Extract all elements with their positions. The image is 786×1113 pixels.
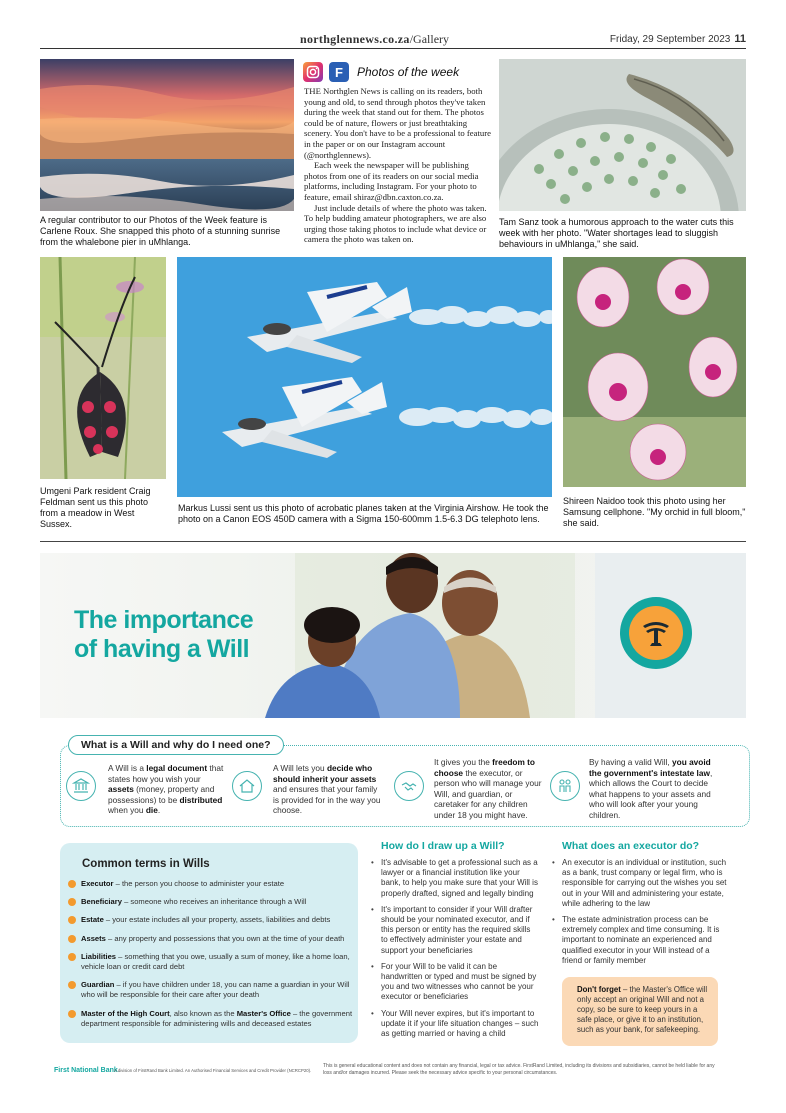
handshake-icon [394,771,424,801]
term-master: Master of the High Court, also known as the Master's Office – the government department responsible for administering wills and deceased estates [68,1009,353,1029]
term-executor: Executor – the person you choose to administer your estate [68,879,353,889]
list-item: • An executor is an individual or institution, such as a bank, trust company or legal firm, who is responsible for carrying out the wishes you set out in your Will and administering your estate, while adhering to the law [552,858,727,909]
header-rule [40,48,746,49]
issue-date: Friday, 29 September 2023 [609,34,731,45]
term-beneficiary: Beneficiary – someone who receives an inheritance through a Will [68,897,353,907]
what-item-1: A Will is a legal document that states how you wish your assets (money, property and possessions) to be distributed when you die. [108,763,224,815]
term-estate: Estate – your estate includes all your property, assets, liabilities and debts [68,915,353,925]
footer-disclaimer: This is general educational content and does not contain any financial, legal or tax advice. FirstRand Limited, including its divisions and subsidiaries, cannot be held liable for any loss and/or damages incurred. Please seek the necessary advice specific to your personal circumstances. [323,1063,715,1076]
planes-photo [177,257,552,497]
potw-header [303,62,459,82]
potw-paragraph-3: Just include details of where the photo was taken. To help budding amateur photographers, we are also urging those taking photos to include what device or camera the photo was taken on. [304,202,487,245]
family-icon [550,771,580,801]
potw-paragraph-1: THE Northglen News is calling on its readers, both young and old, to send through photos they've taken during the week that stand out for them. The photos could be of nature, flowers or just breathtaking scenery. You don't have to be a professional to feature in the paper or on our Instagram account (@northglennews). [304,86,492,160]
section-rule [40,541,746,542]
draw-up-list [371,858,539,1045]
what-item-4: By having a valid Will, you avoid the government's intestate law, which allows the Court to decide what happens to your assets and who will look after your young children. [589,757,713,820]
bullet-icon [68,898,76,906]
common-terms-title: Common terms in Wills [82,858,210,870]
what-is-a-will-title: What is a Will and why do I need one? [68,735,284,755]
facebook-icon[interactable]: F [329,62,349,82]
fnb-logo[interactable] [620,597,692,669]
term-guardian: Guardian – if you have children under 18, you can name a guardian in your Will who will be responsible for their care after your death [68,980,353,1000]
shower-photo [499,59,746,211]
list-item: • It's important to consider if your Will drafter should be your nominated executor, and if this person or entity has the required skills to effectively administer your estate and support your beneficiaries [371,905,539,956]
bullet-icon [68,1010,76,1018]
list-item: • It's advisable to get a professional such as a lawyer or a financial institution like your bank, to help you make sure that your Will is properly drafted, signed and legally binding [371,858,539,899]
moth-caption: Umgeni Park resident Craig Feldman sent us this photo from a meadow in West Sussex. [40,486,151,529]
executor-list [552,858,727,972]
page-number: 11 [734,33,746,45]
footer-brand: First National Bank [54,1067,118,1074]
list-item: • The estate administration process can be extremely complex and time consuming. It is important to nominate an experienced and qualified executor in your Will instead of a friend or family member [552,915,727,966]
term-liabilities: Liabilities – something that you owe, usually a sum of money, like a home loan, vehicle loan or credit card debt [68,952,353,972]
executor-title: What does an executor do? [562,840,700,852]
house-icon [232,771,262,801]
bullet-icon [68,953,76,961]
sunrise-caption: A regular contributor to our Photos of the Week feature is Carlene Roux. She snapped this photo of a stunning sunrise from the whalebone pier in uMhlanga. [40,215,281,247]
dateline [610,33,746,45]
potw-body [304,86,492,245]
ad-title [74,606,253,664]
orchid-caption: Shireen Naidoo took this photo using her Samsung cellphone. "My orchid in full bloom," she said. [563,496,746,528]
masthead-site: northglennews.co.za [300,32,410,46]
what-item-3: It gives you the freedom to choose the executor, or person who will manage your Will, and guardian, or caretaker for any children under 18 you might have. [434,757,542,820]
bullet-icon [68,916,76,924]
orchid-photo [563,257,746,487]
dont-forget-text: Don't forget – the Master's Office will only accept an original Will and not a copy, so be sure to keep yours in a safe place, or give it to an institution, such as your bank, for safekeeping. [577,985,708,1034]
term-assets: Assets – any property and possessions that you own at the time of your death [68,934,353,944]
moth-photo [40,257,166,479]
bullet-icon [68,935,76,943]
fnb-tree-icon [629,606,683,660]
masthead [300,32,449,47]
what-item-2: A Will lets you decide who should inherit your assets and ensures that your family is provided for in the way you choose. [273,763,381,815]
potw-paragraph-2: Each week the newspaper will be publishing photos from one of its readers on our social media platforms, including Instagram. For your photo to feature, email shiraz@dbn.caxton.co.za. [304,160,479,202]
masthead-section: /Gallery [409,32,450,46]
bank-icon [66,771,96,801]
footer-legal: A division of FirstRand Bank Limited. An Authorised Financial Services and Credit Provider (NCRCP20). [114,1068,312,1073]
instagram-icon[interactable] [303,62,323,82]
list-item: • Your Will never expires, but it's important to update it if your life situation changes – such as getting married or having a child [371,1009,539,1040]
planes-caption: Markus Lussi sent us this photo of acrobatic planes taken at the Virginia Airshow. He took the photo on a Canon EOS 450D camera with a Sigma 150-600mm 1.5-6.3 DG telephoto lens. [178,503,549,524]
list-item: • For your Will to be valid it can be handwritten or typed and must be signed by you and two witnesses who cannot be your executor or beneficiaries [371,962,539,1003]
draw-up-title: How do I draw up a Will? [381,840,505,852]
ad-title-line-1: The importance [74,606,254,634]
ad-title-line-2: of having a Will [74,635,250,663]
potw-title: Photos of the week [357,65,460,79]
bullet-icon [68,981,76,989]
shower-caption: Tam Sanz took a humorous approach to the water cuts this week with her photo. "Water shortages lead to sluggish behaviours in uMhlanga," she said. [499,217,734,249]
sunrise-photo [40,59,294,211]
bullet-icon [68,880,76,888]
